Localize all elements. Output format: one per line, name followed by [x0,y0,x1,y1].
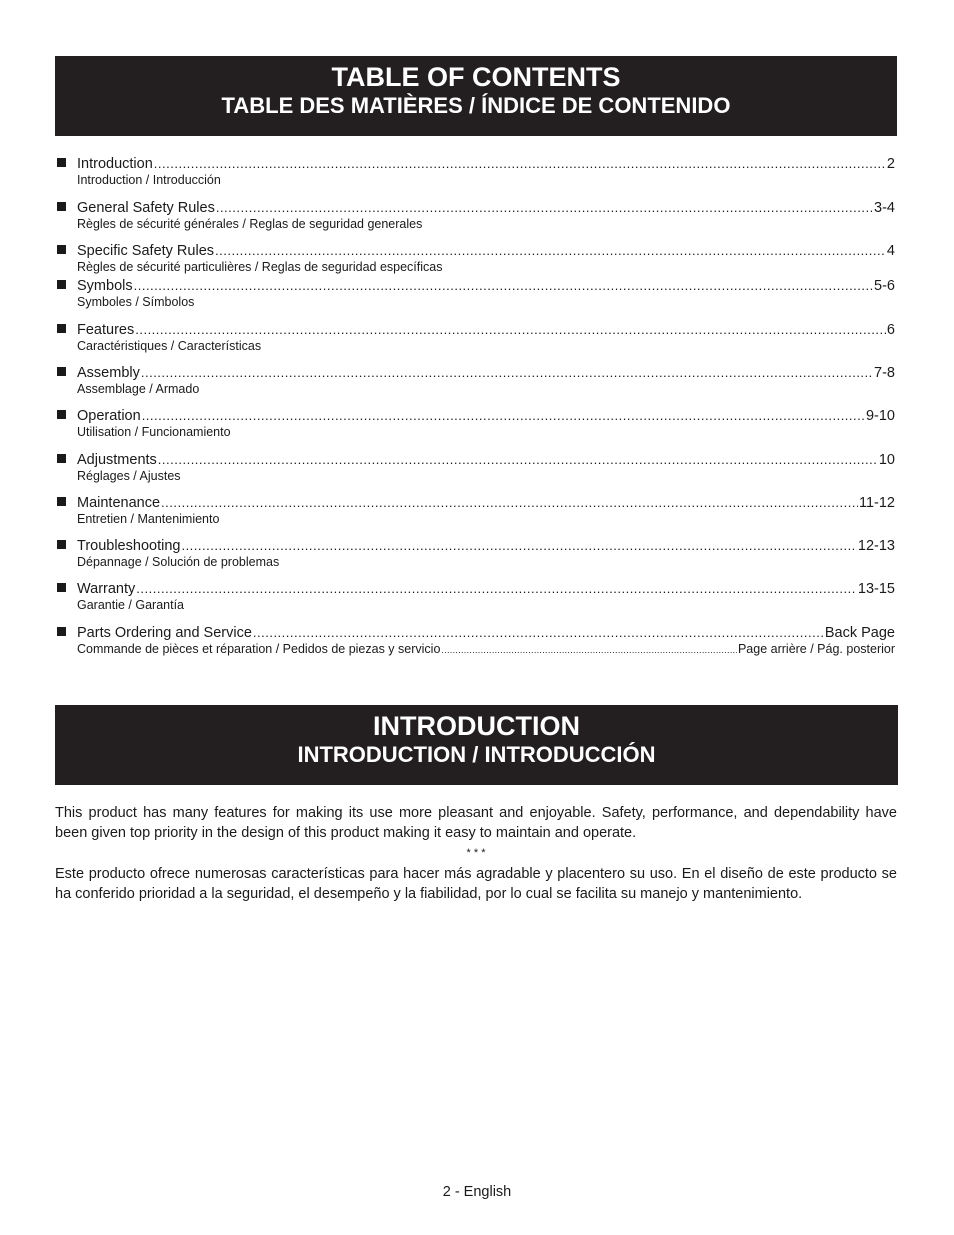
toc-entry-label: Assembly [77,365,140,381]
toc-entry-translation: Caractéristiques / Características [77,339,262,353]
toc-entry-translation: Règles de sécurité générales / Reglas de seguridad generales [77,217,423,231]
toc-entry-label: Troubleshooting [77,538,181,554]
toc-entry-translation-row [77,598,895,613]
dot-leader [441,642,737,658]
toc-entry-translation: Utilisation / Funcionamiento [77,425,231,439]
toc-entry-page: 12-13 [857,538,895,554]
toc-entry-page: Back Page [824,625,895,641]
toc-entry-page: 6 [886,322,895,338]
dot-leader [158,451,878,469]
dot-leader [253,624,824,642]
toc-entry-page: 2 [886,156,895,172]
dot-leader [216,199,873,217]
toc-entry-main-row [77,199,895,217]
toc-entry-page: 4 [886,243,895,259]
toc-entry-label: Introduction [77,156,153,172]
square-bullet-icon [57,583,66,592]
toc-entry-main-row [77,494,895,512]
square-bullet-icon [57,454,66,463]
toc-entry-translation-row [77,512,895,527]
introduction-header [55,705,898,785]
toc-entry-translation-row [77,382,895,397]
toc-entry-label: Operation [77,408,141,424]
dot-leader [136,580,857,598]
toc-entry-main-row [77,364,895,382]
toc-entry-page: 5-6 [874,278,895,294]
toc-entry-translation: Réglages / Ajustes [77,469,181,483]
toc-entry-translation: Règles de sécurité particulières / Reglas de seguridad específicas [77,260,443,274]
dot-leader [161,494,858,512]
dot-leader [134,277,873,295]
toc-entry-main-row [77,242,895,260]
toc-entry-translation: Symboles / Símbolos [77,295,195,309]
toc-entry-label: Symbols [77,278,133,294]
toc-entry-translation-row [77,425,895,440]
toc-entry-label: General Safety Rules [77,200,215,216]
toc-entry-main-row [77,580,895,598]
introduction-spanish-paragraph: Este producto ofrece numerosas características para hacer más agradable y placentero su uso. En el diseño de este producto se ha conferido prioridad a la seguridad, el desempeño y la fiabilidad, por lo cual se facilita su manejo y mantenimiento. [55,866,897,902]
toc-entry-page: 7-8 [874,365,895,381]
toc-entry-label: Parts Ordering and Service [77,625,252,641]
toc-entry-page: 11-12 [858,495,895,511]
square-bullet-icon [57,497,66,506]
toc-entry-translation: Garantie / Garantía [77,598,185,612]
language-separator: * * * [466,847,486,859]
introduction-subtitle: INTRODUCTION / INTRODUCCIÓN [297,742,656,767]
toc-entry-translation: Commande de pièces et réparation / Pedidos de piezas y servicio [77,642,441,656]
square-bullet-icon [57,158,66,167]
dot-leader [142,407,865,425]
dot-leader [215,242,886,260]
toc-entry-main-row [77,624,895,642]
toc-entry-translation-row [77,260,895,275]
toc-entry-translation-row [77,642,895,658]
toc-subtitle: TABLE DES MATIÈRES / ÍNDICE DE CONTENIDO [221,93,731,118]
toc-entry-translation-row [77,339,895,354]
toc-entry-translation: Dépannage / Solución de problemas [77,555,280,569]
toc-entry-main-row [77,537,895,555]
toc-entry-page: 9-10 [865,408,895,424]
square-bullet-icon [57,202,66,211]
introduction-title: INTRODUCTION [373,711,580,741]
toc-entry-label: Maintenance [77,495,161,511]
toc-entry-translation-row [77,295,895,310]
dot-leader [154,155,886,173]
dot-leader [141,364,873,382]
square-bullet-icon [57,410,66,419]
introduction-body [55,804,897,904]
square-bullet-icon [57,540,66,549]
square-bullet-icon [57,367,66,376]
toc-entry-main-row [77,155,895,173]
square-bullet-icon [57,280,66,289]
dot-leader [181,537,856,555]
toc-entry-page: 3-4 [874,200,895,216]
toc-entry-translation-page: Page arrière / Pág. posterior [737,642,895,656]
toc-entry-main-row [77,407,895,425]
toc-entry-translation: Assemblage / Armado [77,382,200,396]
toc-entry-main-row [77,451,895,469]
toc-entry-label: Warranty [77,581,136,597]
dot-leader [135,321,886,339]
toc-entry-label: Specific Safety Rules [77,243,215,259]
toc-entry-main-row [77,321,895,339]
toc-header [55,56,897,136]
toc-entry-main-row [77,277,895,295]
toc-entry-translation-row [77,217,895,232]
square-bullet-icon [57,324,66,333]
toc-entry-translation-row [77,555,895,570]
toc-entry-translation: Entretien / Mantenimiento [77,512,220,526]
square-bullet-icon [57,627,66,636]
introduction-english-paragraph: This product has many features for making its use more pleasant and enjoyable. Safety, performance, and dependability have been given top priority in the design of this product making it easy to maintain and operate. [55,805,897,841]
toc-entry-translation-row [77,173,895,188]
toc-entry-translation-row [77,469,895,484]
toc-title: TABLE OF CONTENTS [331,62,621,92]
square-bullet-icon [57,245,66,254]
toc-entry-translation: Introduction / Introducción [77,173,221,187]
page-number: 2 - English [442,1184,512,1200]
toc-entry-label: Features [77,322,135,338]
toc-entry-page: 13-15 [857,581,895,597]
toc-entry-label: Adjustments [77,452,157,468]
toc-entry-page: 10 [878,452,895,468]
